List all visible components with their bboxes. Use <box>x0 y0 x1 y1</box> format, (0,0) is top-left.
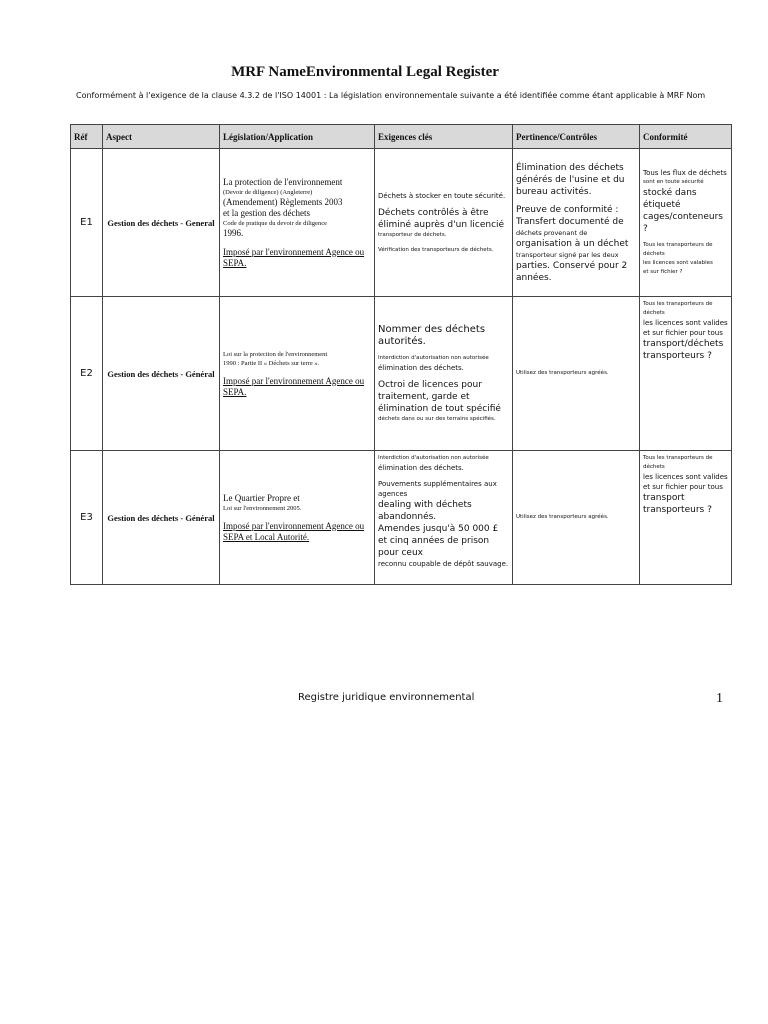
column-header-aspect: Aspect <box>103 125 220 149</box>
requirement-line: Déchets à stocker en toute sécurité. <box>378 191 506 200</box>
row-controls <box>513 451 640 585</box>
table-row <box>71 297 732 451</box>
requirement-line: Octroi de licences pour traitement, garde et élimination de tout spécifié <box>378 379 501 414</box>
row-requirements <box>375 451 513 585</box>
column-header-compliance: Conformité <box>640 125 732 149</box>
legislation-line: Le Quartier Propre et <box>223 492 300 503</box>
legislation-line: et la gestion des déchets <box>223 207 310 218</box>
requirement-line: élimination des déchets. <box>378 363 464 372</box>
requirement-line: déchets dans ou sur des terrains spécifiés. <box>378 415 496 422</box>
row-ref: E3 <box>71 451 103 585</box>
row-compliance <box>640 451 732 585</box>
requirement-line: Nommer des déchets autorités. <box>378 323 486 347</box>
legislation-line: (Amendement) Règlements 2003 <box>223 196 343 207</box>
imposed-by: Imposé par l'environnement Agence ou SEPA. <box>223 375 365 397</box>
compliance-line: transport transporteurs ? <box>643 493 712 515</box>
requirement-line: Interdiction d'autorisation non autorisée <box>378 354 489 361</box>
control-line: transporteur signé par les deux <box>516 250 619 259</box>
legislation-line: 1996. <box>223 227 244 238</box>
row-compliance <box>640 297 732 451</box>
compliance-line: les licences sont valables <box>643 260 713 266</box>
requirement-line: dealing with déchets abandonnés. <box>378 500 472 522</box>
row-aspect: Gestion des déchets - Général <box>103 297 220 451</box>
control-line: Utilisez des transporteurs agréés. <box>516 370 609 376</box>
control-line: déchets provenant de <box>516 228 588 237</box>
compliance-line: les licences sont valides <box>643 319 728 327</box>
row-legislation <box>220 149 375 297</box>
compliance-line: Tous les transporteurs de déchets <box>643 301 713 316</box>
requirement-line: Déchets contrôlés à être éliminé auprès d'un licencié <box>378 207 505 230</box>
compliance-line: Tous les transporteurs de déchets <box>643 242 713 257</box>
compliance-line: Tous les transporteurs de déchets <box>643 455 713 470</box>
footer-text: Registre juridique environnemental <box>298 692 475 703</box>
row-ref: E1 <box>71 149 103 297</box>
table-row <box>71 451 732 585</box>
compliance-line: stocké dans étiqueté cages/conteneurs ? <box>643 188 723 234</box>
table-header-row <box>71 125 732 149</box>
row-controls <box>513 149 640 297</box>
column-header-legislation: Législation/Application <box>220 125 375 149</box>
row-compliance <box>640 149 732 297</box>
row-aspect: Gestion des déchets - Général <box>103 451 220 585</box>
page-number: 1 <box>716 691 723 706</box>
requirement-line: transporteur de déchets. <box>378 231 447 238</box>
requirement-line: reconnu coupable de dépôt sauvage. <box>378 560 509 568</box>
row-requirements <box>375 297 513 451</box>
requirement-line: élimination des déchets. <box>378 464 464 472</box>
compliance-line: sont en toute sécurité <box>643 179 704 185</box>
control-line: Élimination des déchets générés de l'usine et du bureau activités. <box>516 162 625 197</box>
row-legislation <box>220 451 375 585</box>
row-aspect: Gestion des déchets - General <box>103 149 220 297</box>
legislation-line: 1990 : Partie II « Déchets sur terre ». <box>223 359 320 367</box>
requirement-line: Amendes jusqu'à 50 000 £ et cinq années de prison pour ceux <box>378 524 499 558</box>
control-line: Utilisez des transporteurs agréés. <box>516 514 609 520</box>
row-legislation <box>220 297 375 451</box>
legislation-line: La protection de l'environnement <box>223 176 343 187</box>
requirement-line: Interdiction d'autorisation non autorisée <box>378 455 489 461</box>
legislation-line: Loi sur la protection de l'environnement <box>223 350 328 358</box>
column-header-controls: Pertinence/Contrôles <box>513 125 640 149</box>
compliance-line: et sur fichier ? <box>643 269 683 275</box>
legislation-line: Code de pratique du devoir de diligence <box>223 219 327 227</box>
control-line: parties. Conservé pour 2 années. <box>516 260 628 283</box>
compliance-line: transport/déchets transporteurs ? <box>643 339 724 361</box>
control-line: organisation à un déchet <box>516 238 629 249</box>
legislation-line: Loi sur l'environnement 2005. <box>223 504 302 512</box>
compliance-line: et sur fichier pour tous <box>643 483 723 491</box>
control-line: Preuve de conformité : Transfert documenté de <box>516 204 624 227</box>
compliance-line: les licences sont valides <box>643 473 728 481</box>
requirement-line: Pouvements supplémentaires aux agences <box>378 480 497 498</box>
document-title: MRF NameEnvironmental Legal Register <box>231 64 499 80</box>
row-ref: E2 <box>71 297 103 451</box>
legislation-line: (Devoir de diligence) (Angleterre) <box>223 188 313 196</box>
column-header-requirements: Exigences clés <box>375 125 513 149</box>
imposed-by: Imposé par l'environnement Agence ou SEPA. <box>223 246 365 268</box>
table-row <box>71 149 732 297</box>
compliance-line: Tous les flux de déchets <box>643 169 727 177</box>
row-requirements <box>375 149 513 297</box>
compliance-line: et sur fichier pour tous <box>643 329 723 337</box>
row-controls <box>513 297 640 451</box>
document-subtitle: Conformément à l'exigence de la clause 4.3.2 de l'ISO 14001 : La législation environnementale suivante a été identifiée comme étant applicable à MRF Nom <box>76 91 706 100</box>
column-header-ref: Réf <box>71 125 103 149</box>
legal-register-table <box>70 124 732 585</box>
imposed-by: Imposé par l'environnement Agence ou SEPA et Local Autorité. <box>223 520 365 542</box>
requirement-line: Vérification des transporteurs de déchets. <box>378 246 494 253</box>
